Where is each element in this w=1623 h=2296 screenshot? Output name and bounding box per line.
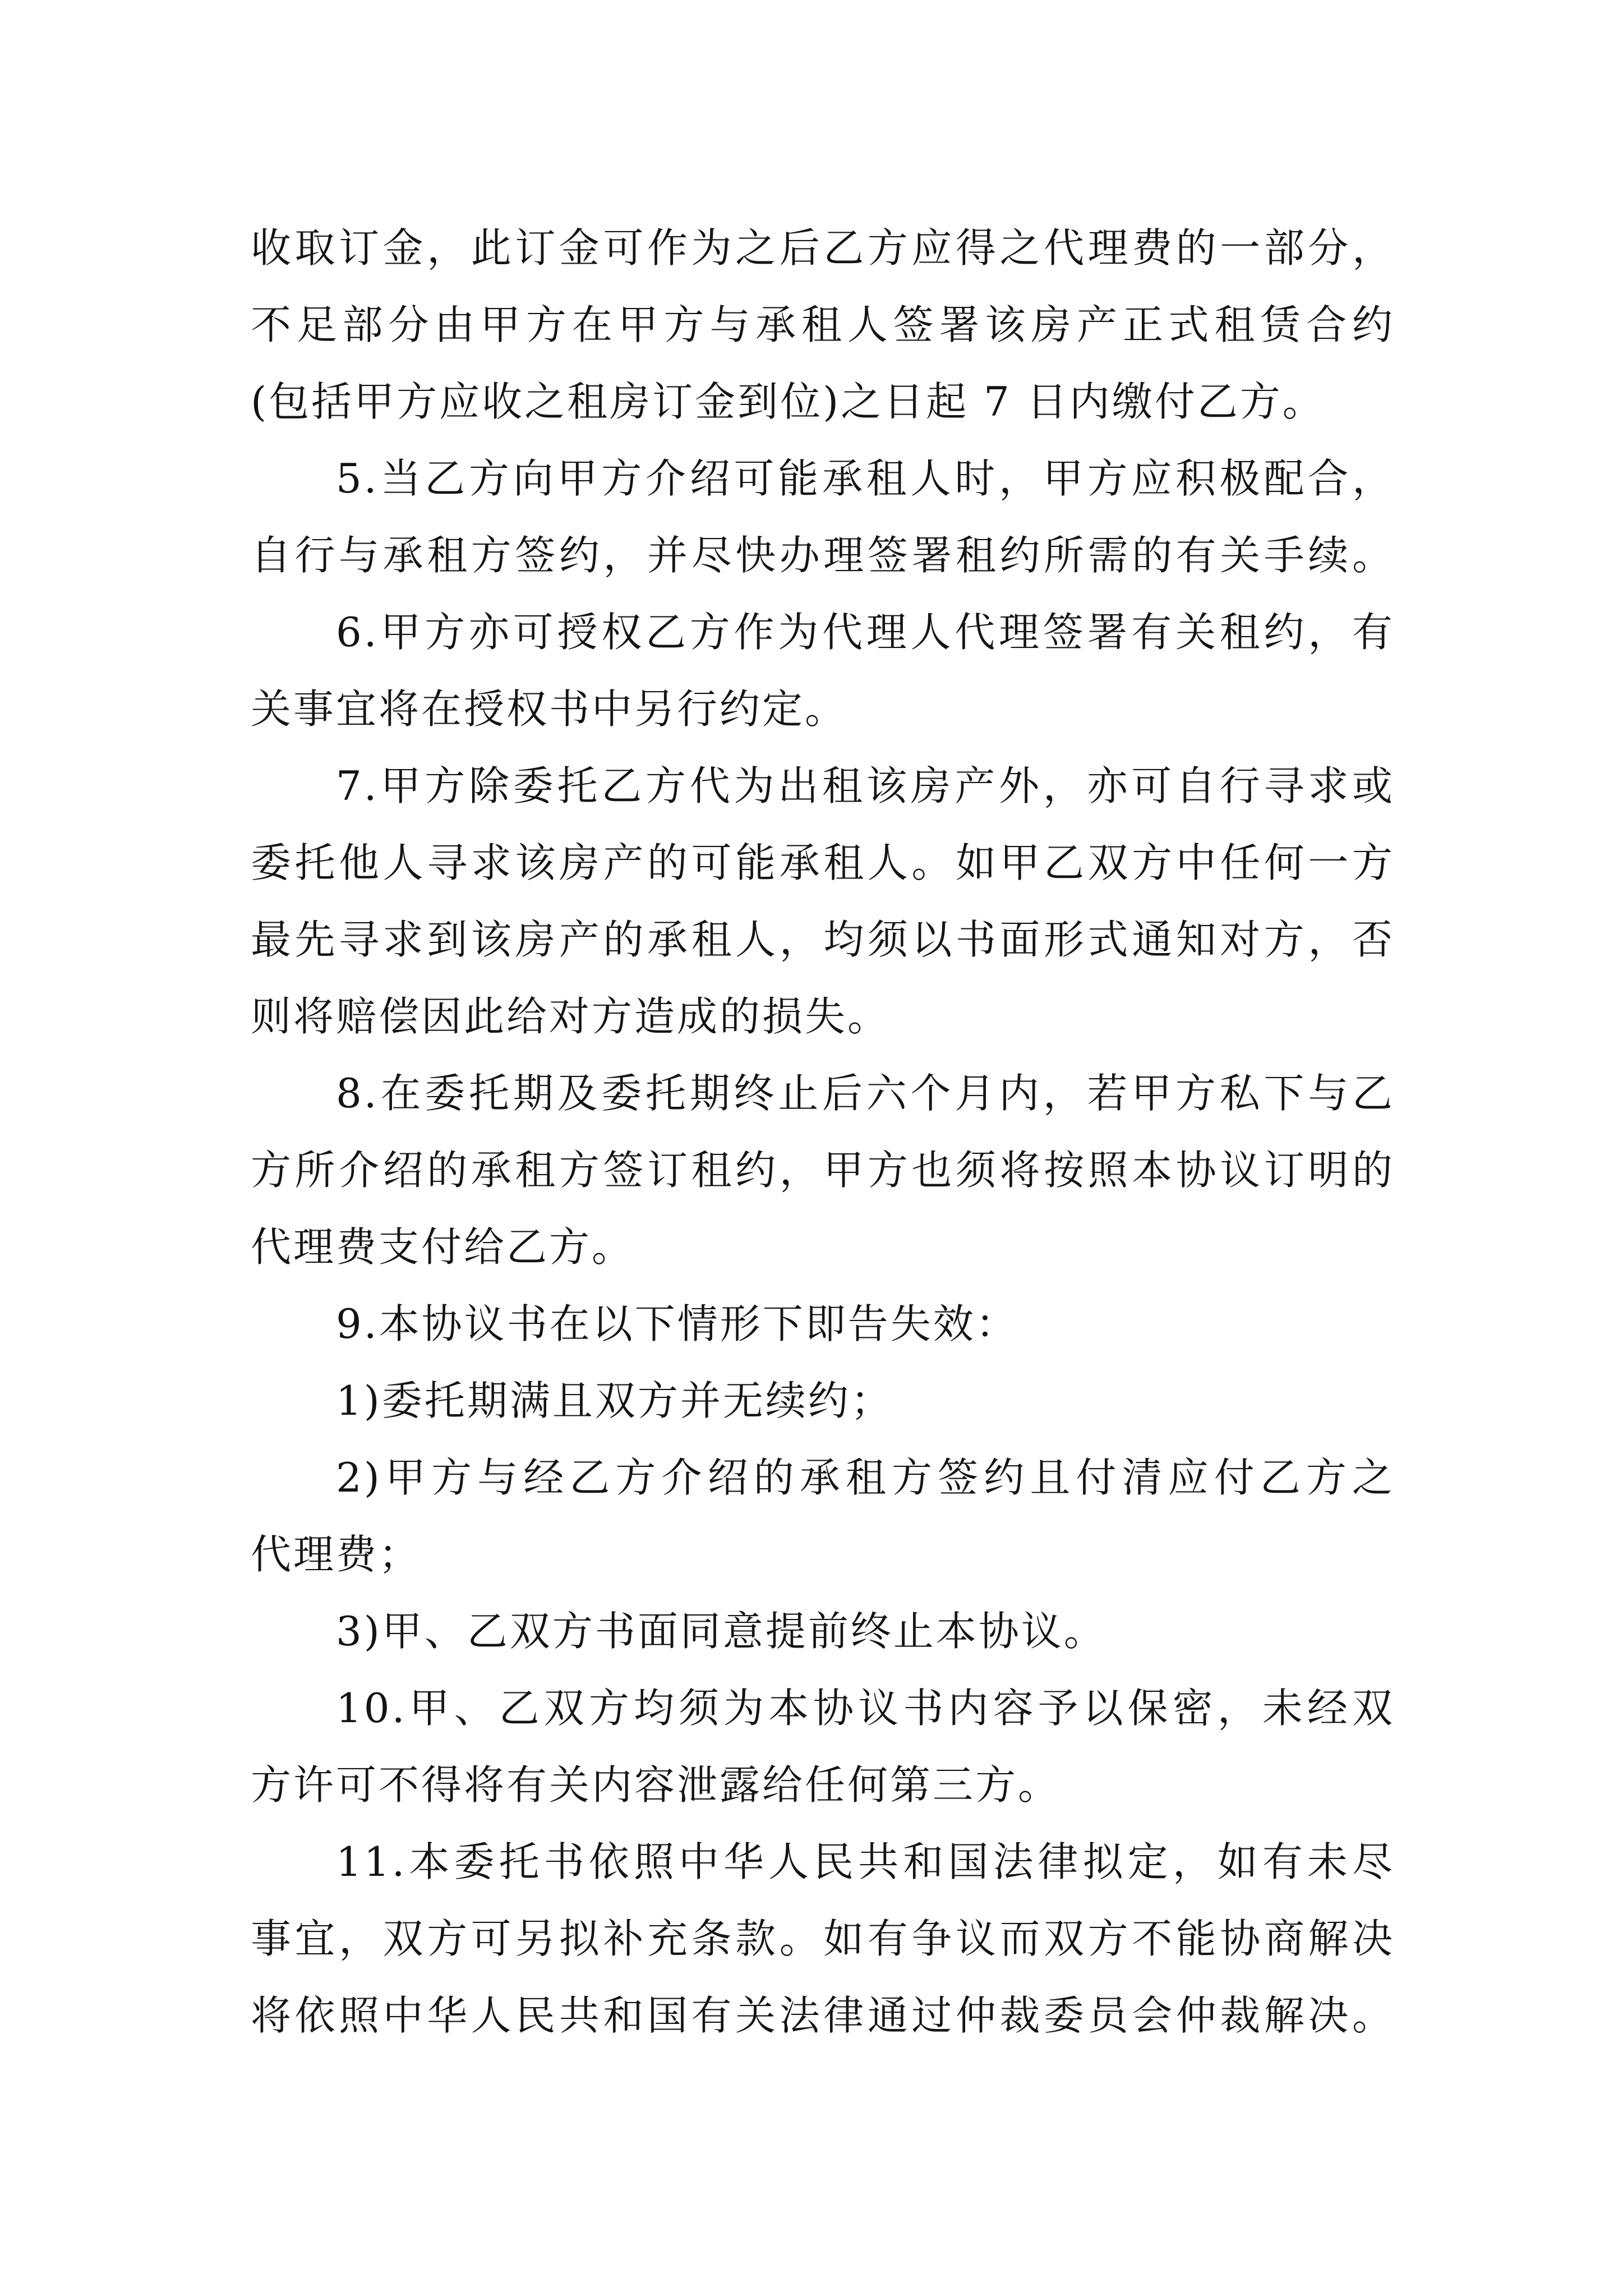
text-line: 代理费支付给乙方。 <box>251 1223 635 1271</box>
text-line: 2)甲方与经乙方介绍的承租方签约且付清应付乙方之 <box>336 1454 1395 1501</box>
text-line: 7.甲方除委托乙方代为出租该房产外，亦可自行寻求或 <box>336 762 1395 809</box>
text-line: 11.本委托书依照中华人民共和国法律拟定，如有未尽 <box>336 1838 1395 1885</box>
text-line: 将依照中华人民共和国有关法律通过仲裁委员会仲裁解决。 <box>251 1992 1395 2039</box>
text-line: 收取订金，此订金可作为之后乙方应得之代理费的一部分， <box>251 224 1395 272</box>
text-line: 事宜，双方可另拟补充条款。如有争议而双方不能协商解决 <box>251 1915 1395 1962</box>
clause-9-item-2 <box>251 1439 1395 1593</box>
text-line: 则将赔偿因此给对方造成的损失。 <box>251 993 891 1040</box>
text-line: 5.当乙方向甲方介绍可能承租人时，甲方应积极配合， <box>336 455 1395 502</box>
clause-9-item-3 <box>251 1593 1395 1670</box>
clause-10 <box>251 1670 1395 1824</box>
text-line: 1)委托期满且双方并无续约； <box>336 1377 893 1424</box>
text-line: 方所介绍的承租方签订租约，甲方也须将按照本协议订明的 <box>251 1147 1395 1194</box>
text-line: (包括甲方应收之租房订金到位)之日起 7 日内缴付乙方。 <box>251 378 1325 425</box>
document-body <box>251 210 1395 2054</box>
text-line: 9.本协议书在以下情形下即告失效： <box>336 1300 1018 1347</box>
text-line: 8.在委托期及委托期终止后六个月内，若甲方私下与乙 <box>336 1070 1395 1117</box>
clause-6 <box>251 594 1395 748</box>
text-line: 关事宜将在授权书中另行约定。 <box>251 685 848 733</box>
clause-9-item-1 <box>251 1363 1395 1439</box>
text-line: 自行与承租方签约，并尽快办理签署租约所需的有关手续。 <box>251 532 1395 579</box>
text-line: 委托他人寻求该房产的可能承租人。如甲乙双方中任何一方 <box>251 839 1395 886</box>
clause-5 <box>251 440 1395 594</box>
text-line: 最先寻求到该房产的承租人，均须以书面形式通知对方，否 <box>251 916 1395 963</box>
text-line: 代理费； <box>251 1531 422 1578</box>
clause-9 <box>251 1286 1395 1363</box>
clause-11 <box>251 1824 1395 2054</box>
clause-8 <box>251 1055 1395 1286</box>
text-line: 不足部分由甲方在甲方与承租人签署该房产正式租赁合约 <box>251 301 1395 348</box>
clause-4-continuation <box>251 210 1395 440</box>
clause-7 <box>251 748 1395 1055</box>
text-line: 6.甲方亦可授权乙方作为代理人代理签署有关租约，有 <box>336 609 1395 656</box>
text-line: 方许可不得将有关内容泄露给任何第三方。 <box>251 1761 1061 1809</box>
text-line: 3)甲、乙双方书面同意提前终止本协议。 <box>336 1608 1106 1655</box>
text-line: 10.甲、乙双方均须为本协议书内容予以保密，未经双 <box>336 1685 1395 1732</box>
